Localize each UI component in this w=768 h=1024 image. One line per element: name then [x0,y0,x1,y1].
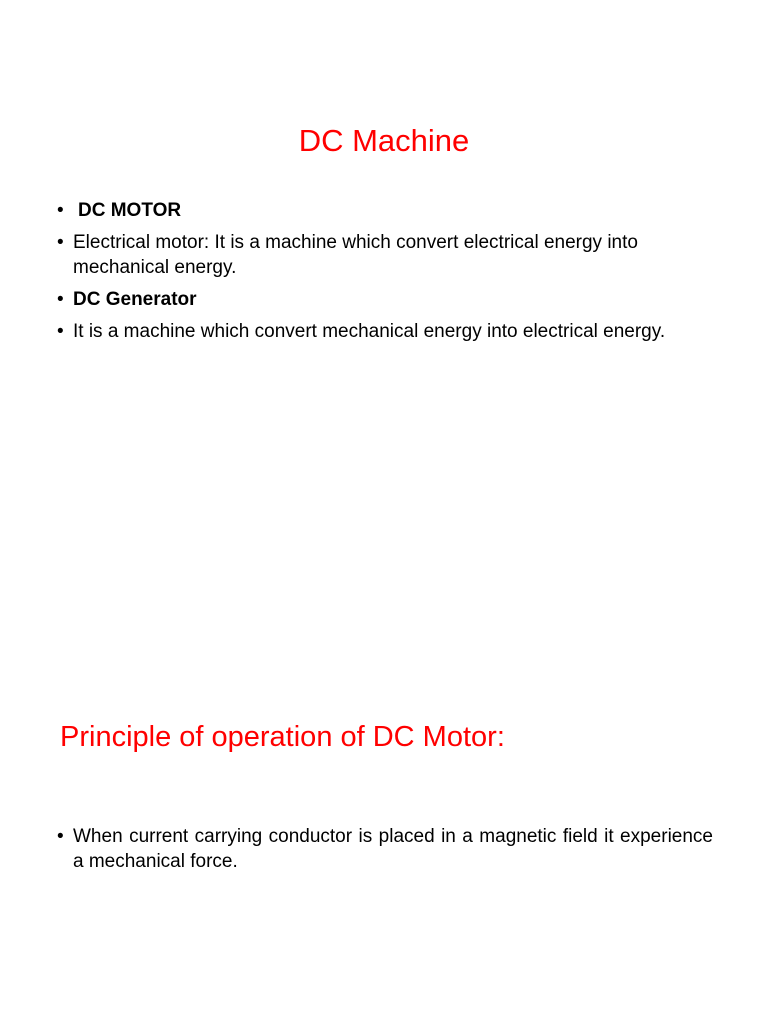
bullet-marker: • [57,200,64,221]
slide-title: Principle of operation of DC Motor: [60,721,505,753]
bullet-marker: • [57,321,64,342]
bullet-text: DC Generator [73,289,197,310]
bullet-marker: • [57,289,64,310]
bullet-text: When current carrying conductor is placed in a magnetic field it experience a mechanical force. [73,826,713,872]
slide-principle-of-operation [0,512,768,1024]
bullet-text: Electrical motor: It is a machine which convert electrical energy into mechanical energy. [73,232,638,278]
bullet-item [57,319,713,344]
bullet-item [57,230,713,280]
bullet-marker: • [57,232,64,253]
bullet-item [57,824,713,874]
slide-title: DC Machine [298,123,470,158]
bullet-item [57,198,713,223]
bullet-list [57,198,713,351]
bullet-list [57,824,713,881]
bullet-text: DC MOTOR [78,200,182,221]
bullet-marker: • [57,826,64,847]
bullet-text: It is a machine which convert mechanical energy into electrical energy. [73,321,666,342]
bullet-item [57,287,713,312]
